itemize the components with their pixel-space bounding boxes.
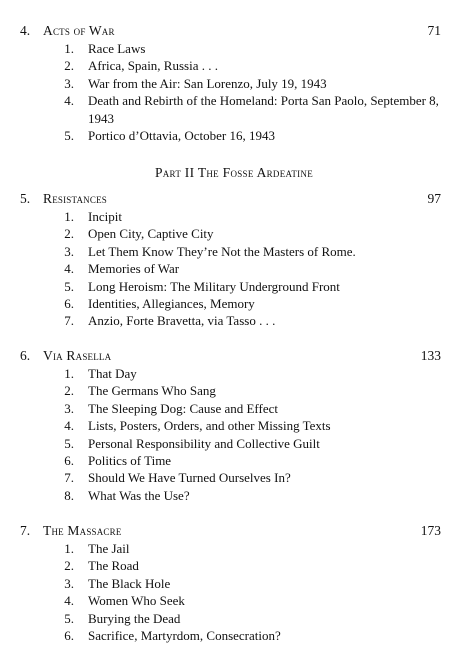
chapter-title: The Massacre	[43, 523, 122, 538]
section-number: 8.	[64, 487, 74, 503]
chapter-number: 6.	[20, 348, 31, 363]
section-title: Memories of War	[88, 261, 180, 277]
chapter-page-number: 71	[427, 23, 441, 38]
chapter-heading	[0, 347, 468, 365]
section-list	[0, 40, 468, 144]
section-title: Death and Rebirth of the Homeland: Porta San Paolo, September 8, 1943	[88, 93, 439, 126]
section-title: The Black Hole	[88, 575, 171, 591]
section-item	[0, 382, 468, 399]
section-number: 4.	[64, 593, 74, 609]
section-item	[0, 57, 468, 74]
section-number: 4.	[64, 418, 74, 434]
section-title: Personal Responsibility and Collective Guilt	[88, 435, 320, 451]
section-title: Women Who Seek	[88, 593, 185, 609]
section-number: 6.	[64, 296, 74, 312]
section-number: 2.	[64, 383, 74, 399]
section-title: The Germans Who Sang	[88, 383, 216, 399]
section-number: 2.	[64, 226, 74, 242]
section-title: Long Heroism: The Military Underground Front	[88, 278, 340, 294]
section-number: 4.	[64, 93, 74, 109]
section-item	[0, 487, 468, 504]
chapter-4	[0, 22, 468, 144]
chapter-title: Acts of War	[43, 23, 115, 38]
section-title: Burying the Dead	[88, 610, 181, 626]
chapter-page-number: 133	[420, 348, 441, 363]
section-number: 3.	[64, 243, 74, 259]
section-item	[0, 557, 468, 574]
section-item	[0, 540, 468, 557]
section-title: Portico d’Ottavia, October 16, 1943	[88, 128, 276, 144]
section-item	[0, 417, 468, 434]
section-item	[0, 127, 468, 144]
section-title: Africa, Spain, Russia . . .	[88, 58, 218, 74]
section-title: What Was the Use?	[88, 487, 190, 503]
section-number: 3.	[64, 400, 74, 416]
section-title: Politics of Time	[88, 453, 172, 469]
section-item	[0, 452, 468, 469]
section-item	[0, 400, 468, 417]
section-number: 1.	[64, 41, 74, 56]
chapter-title: Resistances	[43, 191, 107, 206]
section-title: Incipit	[88, 209, 122, 224]
chapter-page-number: 173	[420, 523, 441, 538]
section-item	[0, 92, 468, 127]
section-title: Identities, Allegiances, Memory	[88, 296, 255, 312]
chapter-heading	[0, 190, 468, 208]
section-number: 6.	[64, 628, 74, 644]
section-number: 6.	[64, 453, 74, 469]
section-number: 7.	[64, 470, 74, 486]
section-title: Lists, Posters, Orders, and other Missing Texts	[88, 418, 331, 434]
section-item	[0, 592, 468, 609]
section-number: 5.	[64, 278, 74, 294]
section-item	[0, 278, 468, 295]
section-list	[0, 208, 468, 330]
section-number: 1.	[64, 541, 74, 556]
chapter-title: Via Rasella	[43, 348, 112, 363]
section-item	[0, 365, 468, 382]
section-item	[0, 260, 468, 277]
section-title: Should We Have Turned Ourselves In?	[88, 470, 291, 486]
section-number: 7.	[64, 313, 74, 329]
section-title: Race Laws	[88, 41, 146, 56]
section-item	[0, 312, 468, 329]
section-number: 1.	[64, 366, 74, 381]
section-item	[0, 469, 468, 486]
section-number: 5.	[64, 435, 74, 451]
section-number: 3.	[64, 575, 74, 591]
section-item	[0, 295, 468, 312]
section-item	[0, 75, 468, 92]
section-item	[0, 435, 468, 452]
section-number: 5.	[64, 610, 74, 626]
chapter-7	[0, 522, 468, 644]
chapter-number: 4.	[20, 23, 31, 38]
part-title: Part II The Fosse Ardeatine	[154, 165, 314, 180]
section-item	[0, 243, 468, 260]
chapter-heading	[0, 522, 468, 540]
chapter-number: 5.	[20, 191, 31, 206]
section-list	[0, 540, 468, 644]
chapter-5	[0, 190, 468, 330]
section-title: War from the Air: San Lorenzo, July 19, 1943	[88, 75, 327, 91]
section-title: The Sleeping Dog: Cause and Effect	[88, 400, 279, 416]
section-number: 3.	[64, 75, 74, 91]
section-item	[0, 627, 468, 644]
section-number: 2.	[64, 558, 74, 574]
chapter-heading	[0, 22, 468, 40]
chapter-6	[0, 347, 468, 504]
section-number: 2.	[64, 58, 74, 74]
section-number: 5.	[64, 128, 74, 144]
section-number: 1.	[64, 209, 74, 224]
section-item	[0, 575, 468, 592]
section-title: The Jail	[88, 541, 130, 556]
section-item	[0, 208, 468, 225]
section-title: Sacrifice, Martyrdom, Consecration?	[88, 628, 281, 644]
section-list	[0, 365, 468, 504]
section-title: Let Them Know They’re Not the Masters of Rome.	[88, 243, 356, 259]
section-item	[0, 40, 468, 57]
section-title: That Day	[88, 366, 137, 381]
section-item	[0, 610, 468, 627]
section-number: 4.	[64, 261, 74, 277]
section-title: Anzio, Forte Bravetta, via Tasso . . .	[88, 313, 276, 329]
section-title: Open City, Captive City	[88, 226, 214, 242]
section-title: The Road	[88, 558, 139, 574]
section-item	[0, 225, 468, 242]
chapter-number: 7.	[20, 523, 31, 538]
chapter-page-number: 97	[427, 191, 441, 206]
